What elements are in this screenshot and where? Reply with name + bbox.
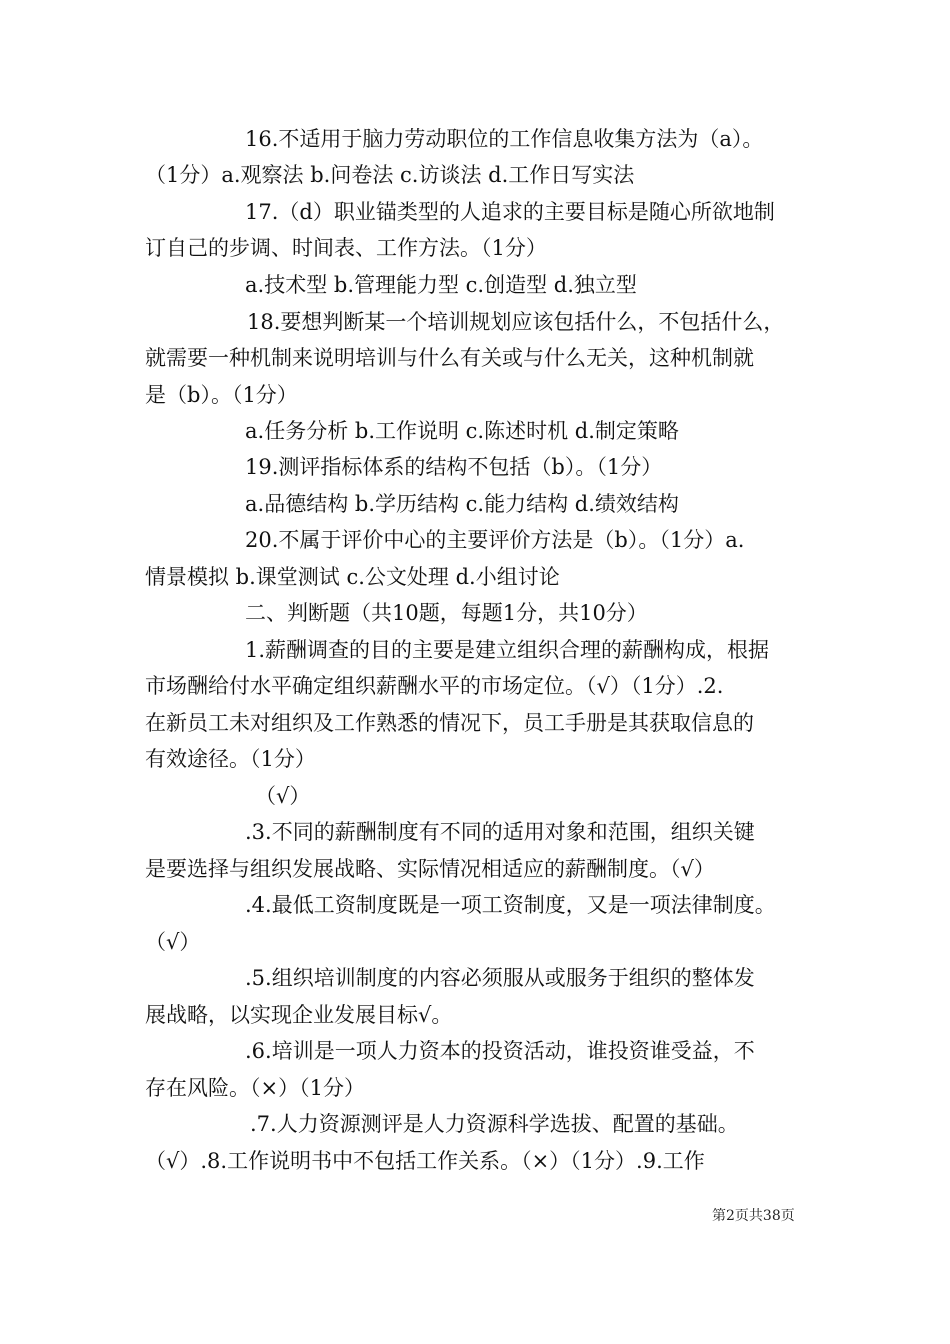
text-line: 1.薪酬调查的目的主要是建立组织合理的薪酬构成，根据 (245, 638, 770, 662)
text-line: （√）.8.工作说明书中不包括工作关系。（×）（1分）.9.工作 (145, 1149, 705, 1173)
text-line: 订自己的步调、时间表、工作方法。（1分） (145, 236, 547, 260)
text-line: （√） (255, 784, 311, 808)
text-line: （√） (145, 930, 201, 954)
page-number-footer: 第2页共38页 (712, 1208, 795, 1224)
text-line: 16.不适用于脑力劳动职位的工作信息收集方法为（a）。 (245, 127, 764, 151)
text-line: 在新员工未对组织及工作熟悉的情况下，员工手册是其获取信息的 (145, 711, 754, 735)
text-line: 19.测评指标体系的结构不包括（b）。（1分） (245, 455, 663, 479)
text-line: a.任务分析 b.工作说明 c.陈述时机 d.制定策略 (245, 419, 679, 443)
text-line: 存在风险。（×）（1分） (145, 1076, 365, 1100)
text-line: .5.组织培训制度的内容必须服从或服务于组织的整体发 (245, 966, 755, 990)
text-line: 18.要想判断某一个培训规划应该包括什么，不包括什么， (247, 310, 785, 334)
section-heading: 二、判断题（共10题，每题1分，共10分） (245, 601, 648, 625)
text-line: .4.最低工资制度既是一项工资制度，又是一项法律制度。 (245, 893, 776, 917)
text-line: （1分）a.观察法 b.问卷法 c.访谈法 d.工作日写实法 (145, 163, 635, 187)
text-line: .7.人力资源测评是人力资源科学选拔、配置的基础。 (250, 1112, 739, 1136)
text-line: 展战略，以实现企业发展目标√。 (145, 1003, 453, 1027)
text-line: 市场酬给付水平确定组织薪酬水平的市场定位。（√）（1分）.2. (145, 674, 724, 698)
text-line: 情景模拟 b.课堂测试 c.公文处理 d.小组讨论 (145, 565, 560, 589)
text-line: 20.不属于评价中心的主要评价方法是（b）。（1分）a. (245, 528, 745, 552)
text-line: 就需要一种机制来说明培训与什么有关或与什么无关，这种机制就 (145, 346, 754, 370)
text-line: 是（b）。（1分） (145, 383, 298, 407)
text-line: a.品德结构 b.学历结构 c.能力结构 d.绩效结构 (245, 492, 679, 516)
text-line: .6.培训是一项人力资本的投资活动，谁投资谁受益，不 (245, 1039, 755, 1063)
text-line: 有效途径。（1分） (145, 747, 316, 771)
text-line: 17.（d）职业锚类型的人追求的主要目标是随心所欲地制 (245, 200, 775, 224)
text-line: a.技术型 b.管理能力型 c.创造型 d.独立型 (245, 273, 637, 297)
text-line: 是要选择与组织发展战略、实际情况相适应的薪酬制度。（√） (145, 857, 715, 881)
text-line: .3.不同的薪酬制度有不同的适用对象和范围，组织关键 (245, 820, 755, 844)
